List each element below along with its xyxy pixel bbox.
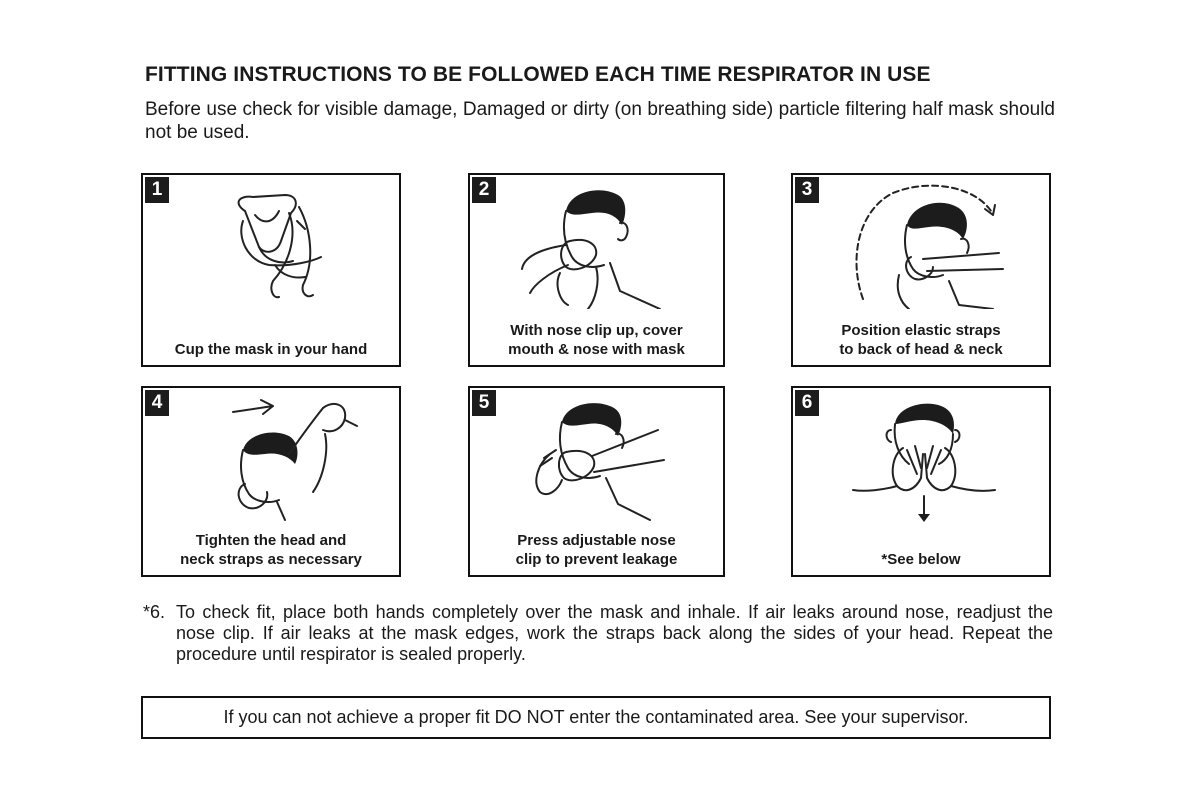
step-number: 5 [472, 390, 496, 416]
step-1-panel [141, 173, 401, 367]
footnote-marker: *6. [143, 602, 166, 622]
step-number: 3 [795, 177, 819, 203]
step-6-panel [791, 386, 1051, 577]
step-number: 1 [145, 177, 169, 203]
step-caption: Tighten the head and neck straps as necessary [180, 532, 362, 568]
step-5-panel [468, 386, 725, 577]
step-2-panel [468, 173, 725, 367]
step-3-panel [791, 173, 1051, 367]
intro-text: Before use check for visible damage, Damaged or dirty (on breathing side) particle filtering half mask should not be used. [145, 99, 1055, 143]
page-title: FITTING INSTRUCTIONS TO BE FOLLOWED EACH TIME RESPIRATOR IN USE [145, 63, 931, 86]
step-caption: Cup the mask in your hand [174, 341, 368, 358]
hand-cupping-mask-icon [173, 181, 373, 309]
step-caption: With nose clip up, cover mouth & nose with mask [508, 322, 685, 358]
pressing-nose-clip-icon [500, 394, 697, 522]
step-caption: Press adjustable nose clip to prevent leakage [515, 532, 678, 568]
step-number: 4 [145, 390, 169, 416]
straps-over-head-icon [823, 181, 1023, 309]
step-number: 6 [795, 390, 819, 416]
fit-check-footnote [143, 602, 1053, 665]
step-caption: Position elastic straps to back of head & neck [839, 322, 1003, 358]
fit-check-hands-over-mask-icon [823, 394, 1023, 522]
warning-box: If you can not achieve a proper fit DO NOT enter the contaminated area. See your supervisor. [141, 696, 1051, 739]
step-number: 2 [472, 177, 496, 203]
footnote-text: To check fit, place both hands completely over the mask and inhale. If air leaks around nose, readjust the nose clip. If air leaks at the mask edges, work the straps back along the sides of your head. Repeat the procedure until respirator is sealed properly. [176, 602, 1053, 664]
tightening-straps-icon [173, 394, 373, 522]
mask-over-face-icon [500, 181, 697, 309]
step-caption: *See below [881, 551, 961, 568]
step-4-panel [141, 386, 401, 577]
